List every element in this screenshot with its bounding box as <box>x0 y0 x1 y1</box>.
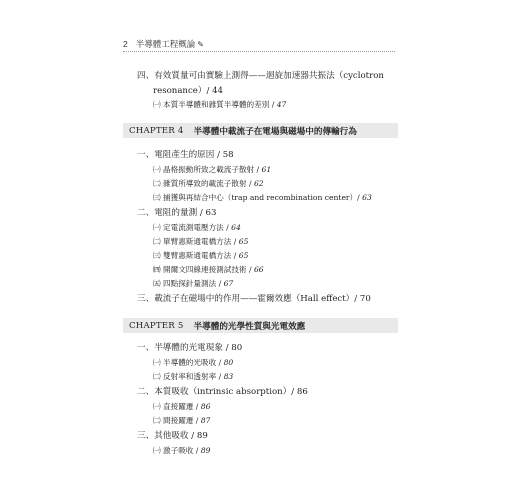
subitem-page: 83 <box>223 372 234 381</box>
subitem-text: 本質半導體和雜質半導體的差別 / <box>163 100 277 109</box>
toc-section: 三、載流子在磁場中的作用——霍爾效應（Hall effect）/ 70 <box>137 294 371 304</box>
toc-subitem <box>153 371 233 383</box>
toc-subitem <box>153 192 372 204</box>
subitem-text: 間接躍遷 / <box>163 416 201 425</box>
toc-section: 一、電阻產生的原因 / 58 <box>137 150 234 160</box>
subitem-marker: ㈠ <box>153 223 161 232</box>
subitem-marker: ㈣ <box>153 265 161 274</box>
toc-subitem <box>153 250 248 262</box>
book-title: 半導體工程概論 <box>135 40 196 50</box>
toc-subitem <box>153 415 210 427</box>
subitem-text: 直接躍遷 / <box>163 402 201 411</box>
toc-subitem <box>153 278 233 290</box>
subitem-marker: ㈢ <box>153 251 161 260</box>
subitem-text: 反射率和透射率 / <box>163 372 224 381</box>
subitem-page: 80 <box>223 358 234 367</box>
toc-item-cyclotron-cont: resonance）/ 44 <box>153 86 224 96</box>
subitem-page: 47 <box>276 100 287 109</box>
subitem-text: 單臂惠斯通電橋方法 / <box>163 237 239 246</box>
subitem-text: 開爾文四線連接測試技術 / <box>163 265 254 274</box>
subitem-marker: ㈡ <box>153 237 161 246</box>
header-rule <box>123 51 395 52</box>
subitem-text: 激子吸收 / <box>163 446 201 455</box>
toc-subitem <box>153 401 210 413</box>
subitem-page: 64 <box>231 223 241 232</box>
subitem-marker: ㈡ <box>153 372 161 381</box>
toc-subitem <box>153 164 271 176</box>
subitem-text: 定電流測電壓方法 / <box>163 223 232 232</box>
subitem-marker: ㈡ <box>153 179 161 188</box>
subitem-page: 61 <box>261 165 272 174</box>
chapter-title: 半導體的光學性質與光電效應 <box>193 321 306 332</box>
subitem-text: 半導體的光吸收 / <box>163 358 224 367</box>
toc-section: 二、電阻的量測 / 63 <box>137 208 217 218</box>
toc-section: 三、其他吸收 / 89 <box>137 431 208 441</box>
running-head <box>123 38 204 50</box>
subitem-marker: ㈠ <box>153 358 161 367</box>
subitem-marker: ㈡ <box>153 416 161 425</box>
toc-subitem <box>153 99 286 111</box>
toc-subitem <box>153 264 264 276</box>
chapter-number: CHAPTER 5 <box>129 320 184 331</box>
subitem-text: 雜質所導致的載流子散射 / <box>163 179 254 188</box>
subitem-page: 65 <box>238 237 249 246</box>
subitem-page: 65 <box>238 251 249 260</box>
subitem-page: 87 <box>200 416 211 425</box>
chapter-4-banner <box>123 123 398 138</box>
toc-item-cyclotron: 四、有效質量可由實驗上測得——迴旋加速器共振法（cyclotron <box>137 71 384 81</box>
page-number: 2 <box>123 39 128 49</box>
toc-subitem <box>153 178 264 190</box>
subitem-text: 晶格振動所致之載流子散射 / <box>163 165 262 174</box>
chapter-5-banner <box>123 318 398 333</box>
toc-section: 一、半導體的光電現象 / 80 <box>137 343 243 353</box>
subitem-page: 62 <box>253 179 264 188</box>
subitem-marker: ㈠ <box>153 402 161 411</box>
subitem-marker: ㈠ <box>153 165 161 174</box>
toc-section: 二、本質吸收（intrinsic absorption）/ 86 <box>137 387 308 397</box>
toc-subitem <box>153 222 241 234</box>
subitem-marker: ㈤ <box>153 279 161 288</box>
subitem-page: 67 <box>223 279 234 288</box>
toc-subitem <box>153 445 210 457</box>
subitem-page: 86 <box>200 402 211 411</box>
toc-subitem <box>153 236 248 248</box>
subitem-marker: ㈠ <box>153 100 161 109</box>
subitem-marker: ㈢ <box>153 193 161 202</box>
subitem-marker: ㈠ <box>153 446 161 455</box>
toc-subitem <box>153 357 233 369</box>
subitem-text: 雙臂惠斯通電橋方法 / <box>163 251 239 260</box>
chapter-number: CHAPTER 4 <box>129 125 184 136</box>
subitem-text: 四點探針量測法 / <box>163 279 224 288</box>
subitem-page: 89 <box>200 446 211 455</box>
chapter-title: 半導體中載流子在電場與磁場中的傳輸行為 <box>193 126 357 137</box>
subitem-page: 66 <box>253 265 264 274</box>
subitem-text: 捕獲與再結合中心（trap and recombination center）/ <box>163 193 363 202</box>
subitem-page: 63 <box>362 193 372 202</box>
pen-icon: ✎ <box>197 39 204 49</box>
